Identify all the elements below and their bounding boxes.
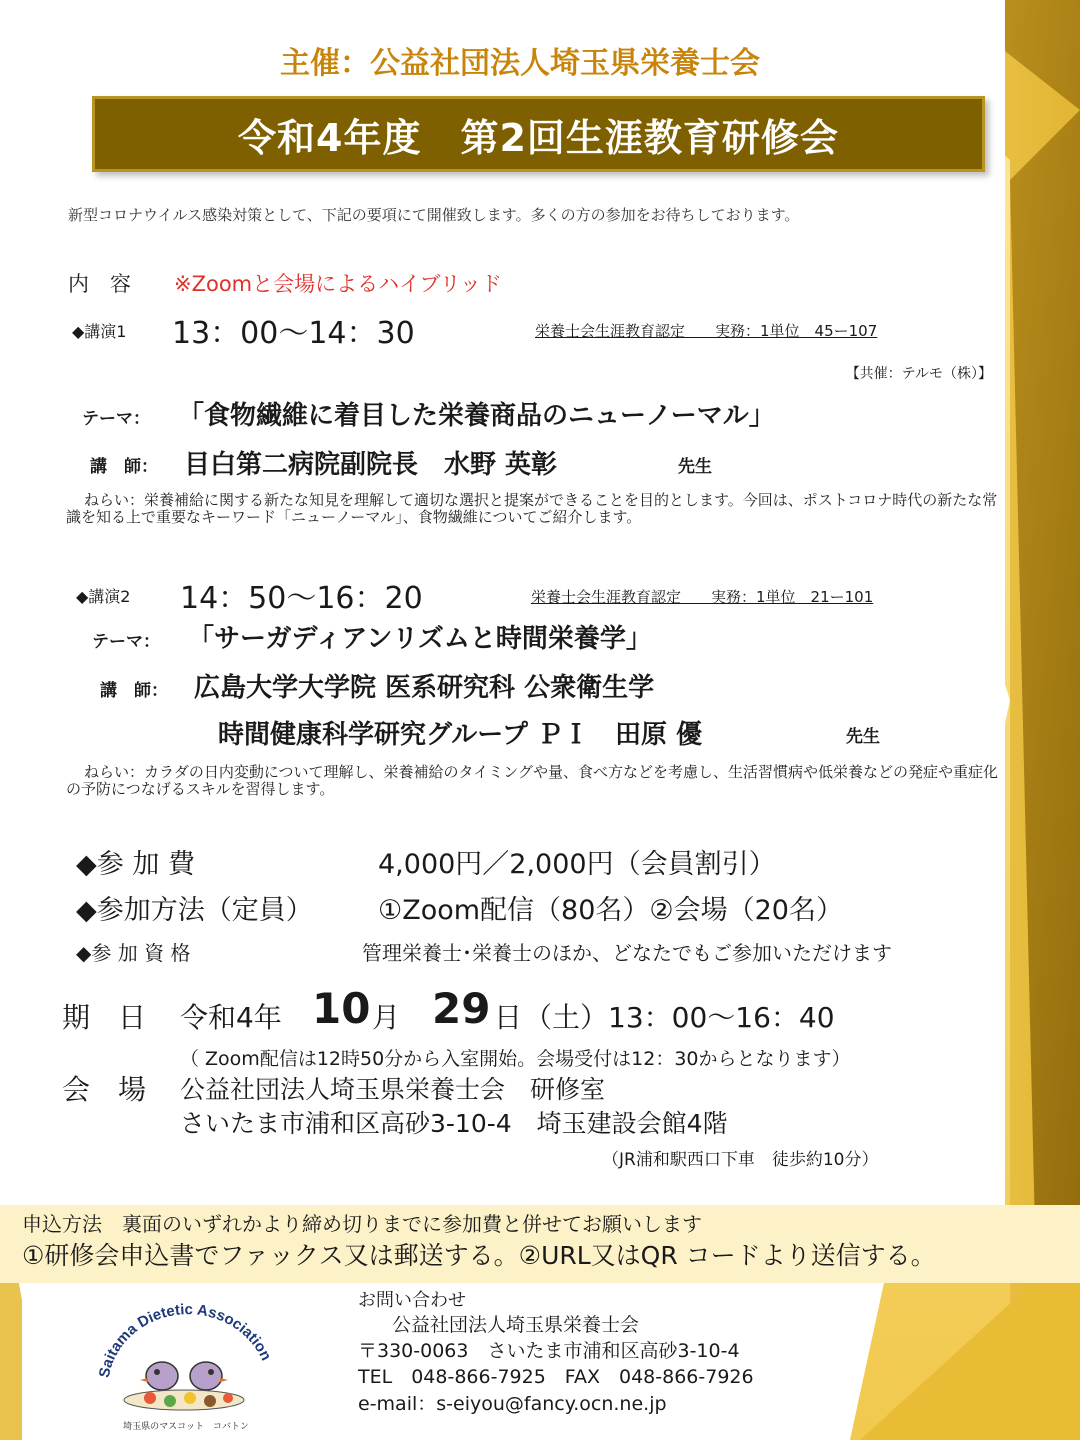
- date-month-unit: 月: [372, 1001, 401, 1034]
- lecture1-honorific: 先生: [678, 457, 712, 477]
- lecture2-certification: 栄養士会生涯教育認定 実務：1単位 21ー101: [531, 588, 874, 606]
- lecture1-label: ◆講演1: [72, 322, 127, 341]
- contact-email: e-mail：s-eiyou@fancy.ocn.ne.jp: [358, 1393, 667, 1415]
- venue-access: （JR浦和駅西口下車 徒歩約10分）: [602, 1150, 879, 1170]
- date-weekday-time: （土）13：00～16：40: [524, 1001, 835, 1034]
- date-day-number: 29: [432, 984, 491, 1033]
- contact-phone: TEL 048-866-7925 FAX 048-866-7926: [358, 1366, 754, 1388]
- logo-arc-text: Saitama Dietetic Association: [95, 1301, 275, 1380]
- lecture1-certification: 栄養士会生涯教育認定 実務：1単位 45ー107: [535, 322, 878, 340]
- application-options: ①研修会申込書でファックス又は郵送する。②URL又はQR コードより送信する。: [22, 1241, 936, 1270]
- lecture2-lecturer-line2: 時間健康科学研究グループ ＰＩ 田原 優: [218, 720, 703, 750]
- content-label: 内 容: [68, 272, 131, 296]
- intro-text: 新型コロナウイルス感染対策として、下記の要項にて開催致します。多くの方の参加をお待ちしております。: [68, 206, 800, 224]
- lecture2-lecturer-key: 講 師：: [100, 681, 168, 701]
- method-value: ①Zoom配信（80名）②会場（20名）: [378, 895, 843, 926]
- fee-label: ◆参 加 費: [76, 849, 195, 880]
- date-month-number: 10: [312, 984, 371, 1033]
- fee-value: 4,000円／2,000円（会員割引）: [378, 849, 776, 880]
- dove-mascot-left: [146, 1362, 178, 1390]
- lecture2-honorific: 先生: [846, 727, 880, 747]
- lecture2-time: 14：50～16：20: [180, 581, 423, 616]
- hybrid-note: ※Zoomと会場によるハイブリッド: [174, 272, 502, 296]
- date-note: （ Zoom配信は12時50分から入室開始。会場受付は12：30からとなります）: [180, 1048, 851, 1070]
- venue-line2: さいたま市浦和区高砂3-10-4 埼玉建設会館4階: [180, 1109, 728, 1138]
- lecture1-theme-key: テーマ：: [82, 409, 150, 429]
- lecture1-aim: ねらい：栄養補給に関する新たな知見を理解して適切な選択と提案ができることを目的とします。今回は、ポストコロナ時代の新たな常識を知る上で重要なキーワード「ニューノーマル」、食物繊維についてご紹介します。: [66, 491, 998, 526]
- logo-caption: 埼玉県のマスコット コバトン: [123, 1422, 249, 1432]
- lecture1-time: 13：00～14：30: [172, 316, 415, 351]
- venue-line1: 公益社団法人埼玉県栄養士会 研修室: [180, 1075, 606, 1104]
- lecture2-aim: ねらい：カラダの日内変動について理解し、栄養補給のタイミングや量、食べ方などを考慮し、生活習慣病や低栄養などの発症や重症化の予防につなげるスキルを習得します。: [66, 763, 998, 798]
- page-title: 令和4年度 第2回生涯教育研修会: [92, 96, 985, 172]
- logo-graphic: [90, 1288, 282, 1438]
- lecture2-label: ◆講演2: [76, 587, 131, 606]
- lecture1-theme: 「食物繊維に着目した栄養商品のニューノーマル」: [178, 401, 775, 431]
- venue-label: 会 場: [62, 1073, 147, 1106]
- date-era-year: 令和4年: [180, 1001, 282, 1034]
- lecture1-lecturer-key: 講 師：: [90, 457, 158, 477]
- eligibility-value: 管理栄養士･栄養士のほか、どなたでもご参加いただけます: [362, 941, 892, 965]
- application-method: 申込方法 裏面のいずれかより締め切りまでに参加費と併せてお願いします: [22, 1212, 702, 1236]
- contact-heading: お問い合わせ: [358, 1290, 466, 1311]
- organizer-heading: 主催：公益社団法人埼玉県栄養士会: [280, 46, 760, 81]
- date-day-unit: 日: [494, 1001, 523, 1034]
- contact-address: 〒330-0063 さいたま市浦和区高砂3-10-4: [358, 1340, 740, 1362]
- lecture2-theme-key: テーマ：: [92, 632, 160, 652]
- lecture1-lecturer: 目白第二病院副院長 水野 英彰: [184, 450, 558, 480]
- dove-mascot-right: [190, 1362, 222, 1390]
- eligibility-label: ◆参 加 資 格: [76, 941, 191, 965]
- lecture1-cosponsor: 【共催：テルモ（株）】: [845, 366, 992, 382]
- lecture2-theme: 「サーガディアンリズムと時間栄養学」: [188, 624, 652, 654]
- method-label: ◆参加方法（定員）: [76, 895, 313, 926]
- date-label: 期 日: [62, 1001, 147, 1034]
- contact-org: 公益社団法人埼玉県栄養士会: [392, 1314, 640, 1336]
- lecture2-lecturer-line1: 広島大学大学院 医系研究科 公衆衛生学: [194, 673, 655, 703]
- association-logo: [90, 1288, 282, 1438]
